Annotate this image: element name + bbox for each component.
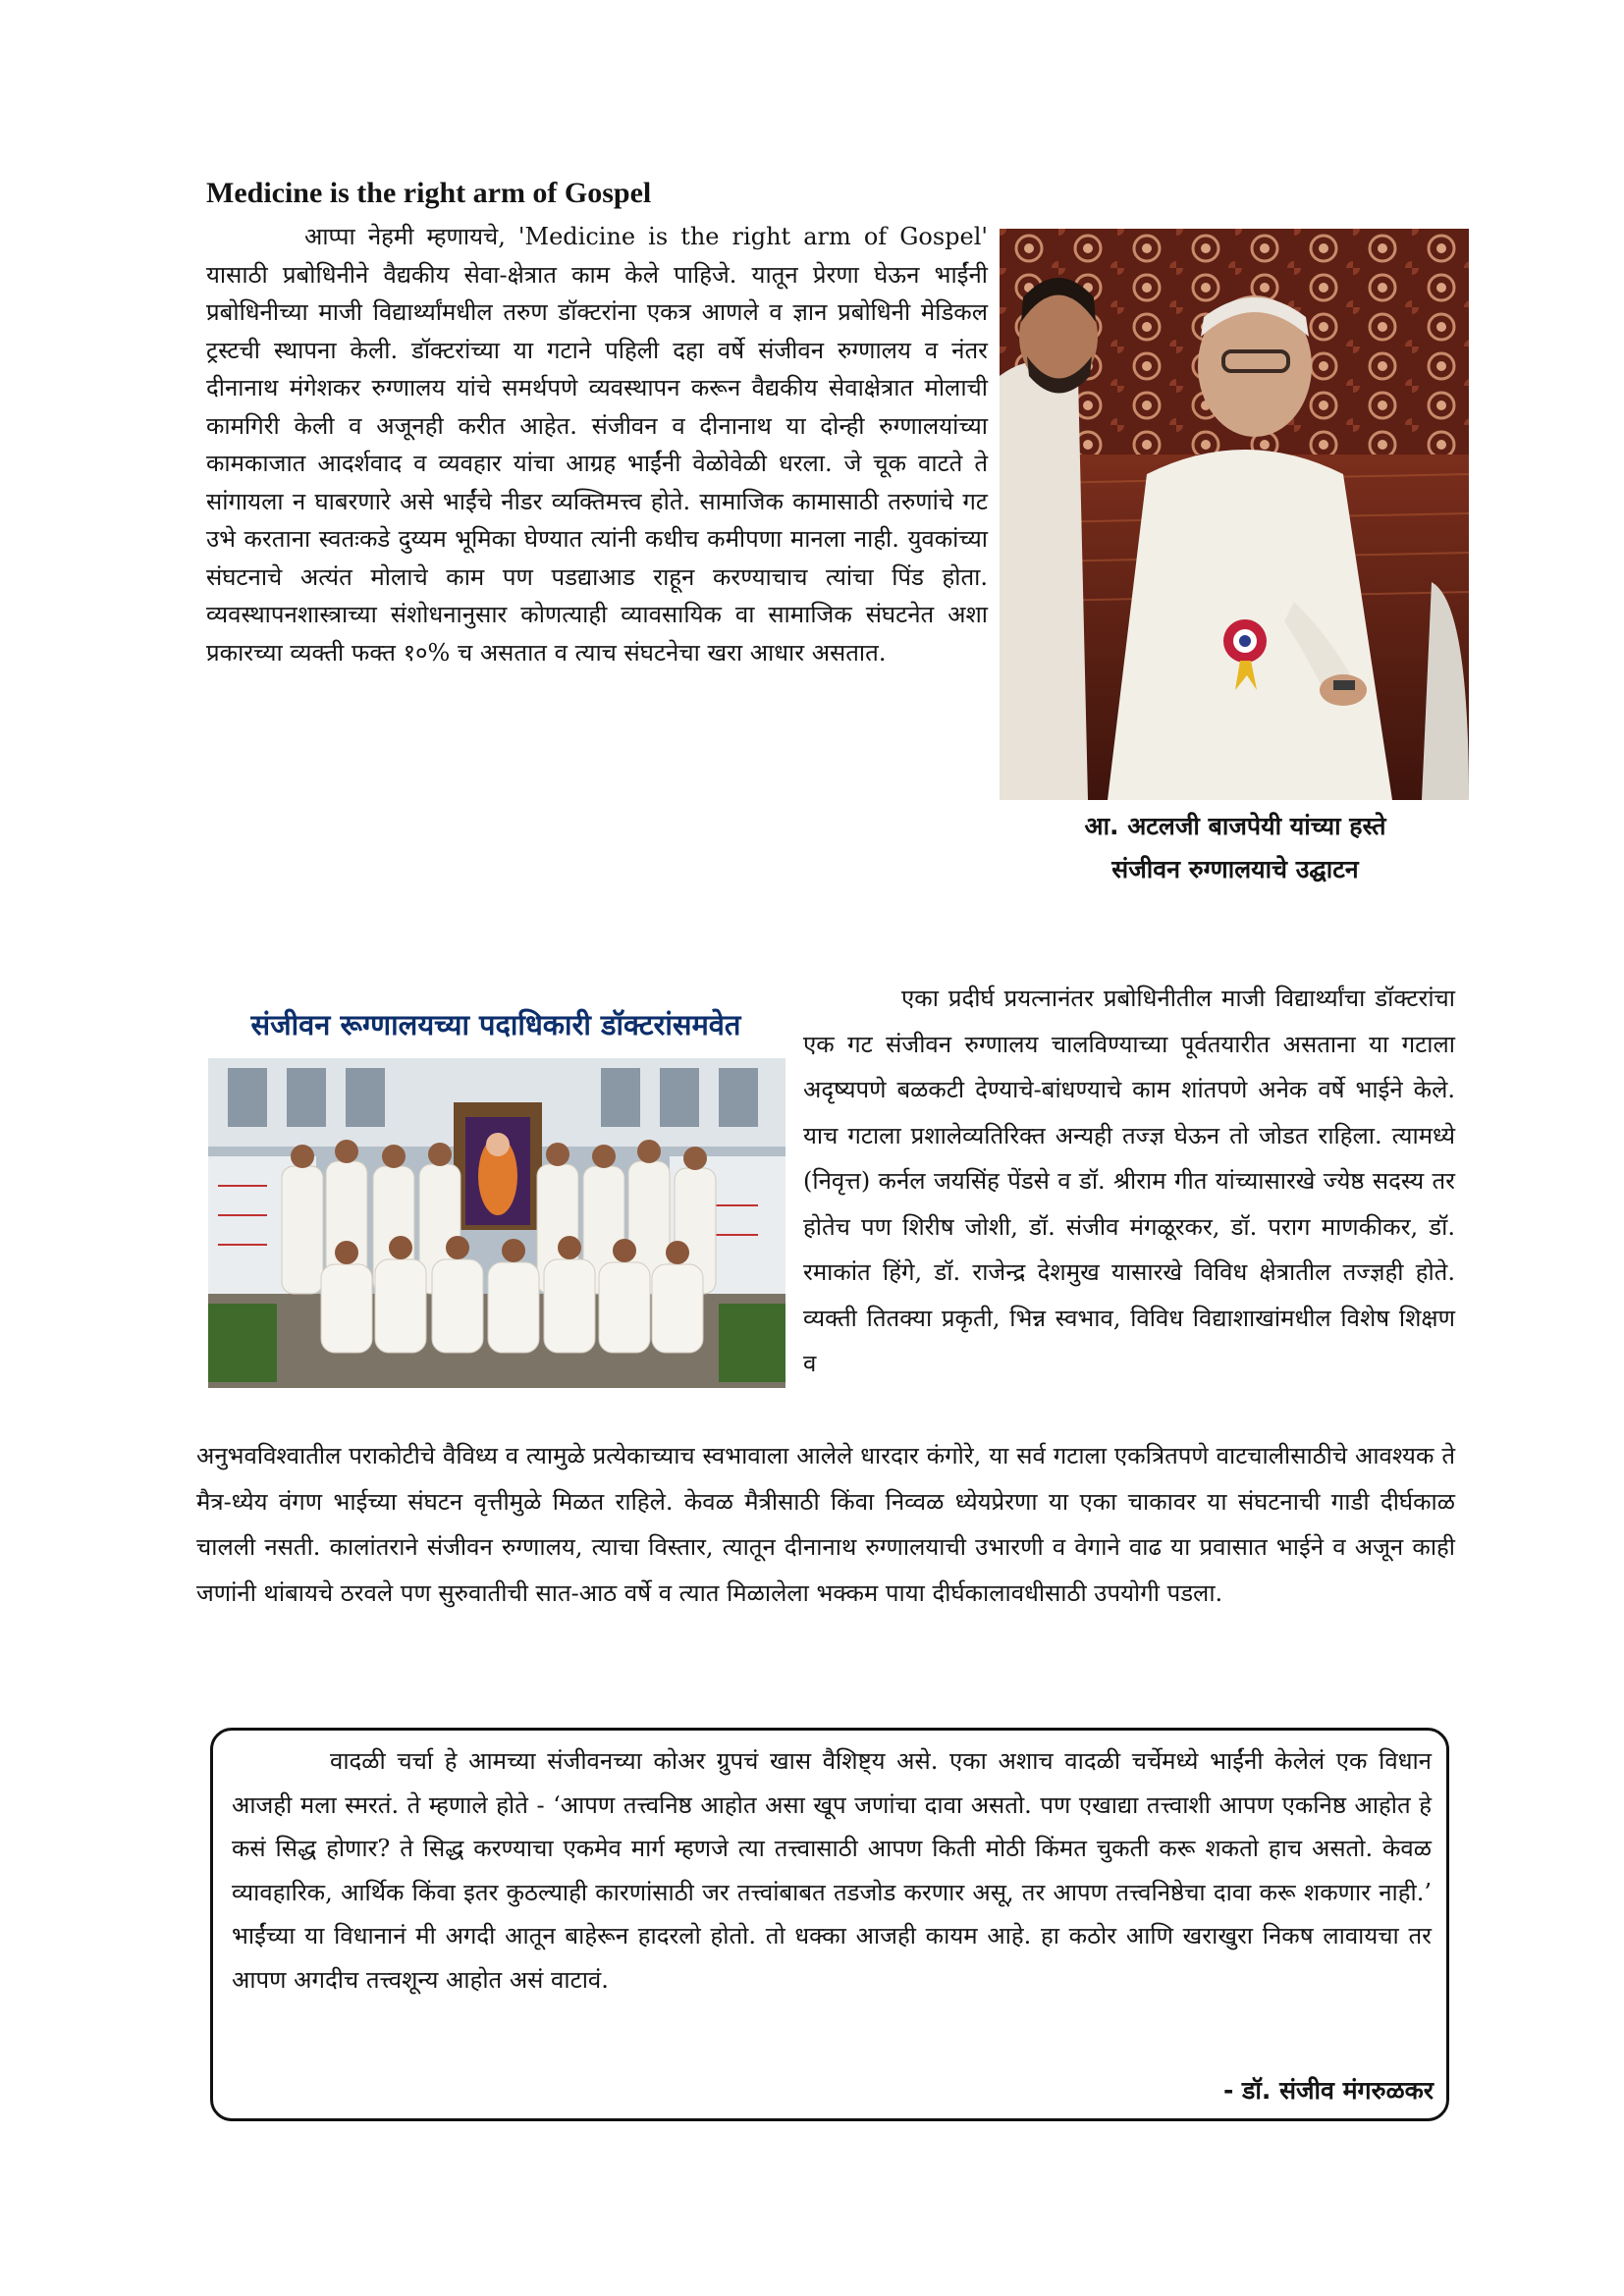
quote-text: वादळी चर्चा हे आमच्या संजीवनच्या कोअर ग्रुपचं खास वैशिष्ट्य असे. एका अशाच वादळी चर्चेमध्ये भाईंनी केलेलं एक विधान आजही मला स्मरतं. ते म्हणाले होते - ‘आपण तत्त्वनिष्ठ आहोत असा खूप जणांचा दावा असतो. पण एखाद्या तत्त्वाशी आपण एकनिष्ठ आहोत हे कसं सिद्ध होणार? ते सिद्ध करण्याचा एकमेव मार्ग म्हणजे त्या तत्त्वासाठी आपण किती मोठी किंमत चुकती करू शकतो हाच असतो. केवळ व्यावहारिक, आर्थिक किंवा इतर कुठल्याही कारणांसाठी जर तत्त्वांबाबत तडजोड करणार असू, तर आपण तत्त्वनिष्ठेचा दावा करू शकणार नाही.’ भाईंच्या या विधानानं मी अगदी आतून बाहेरून हादरलो होतो. तो धक्का आजही कायम आहे. हा कठोर आणि खराखुरा निकष लावायचा तर आपण अगदीच तत्त्वशून्य आहोत असं वाटावं. [232,1747,1432,1994]
doctors-group-photo [208,1058,785,1388]
group-photo-title: संजीवन रूग्णालयच्या पदाधिकारी डॉक्टरांसमवेत [250,1008,741,1041]
paragraph-gospel: आप्पा नेहमी म्हणायचे, 'Medicine is the right arm of Gospel' यासाठी प्रबोधिनीने वैद्यकीय सेवा-क्षेत्रात काम केले पाहिजे. यातून प्रेरणा घेऊन भाईंनी प्रबोधिनीच्या माजी विद्यार्थ्यांमधील तरुण डॉक्टरांना एकत्र आणले व ज्ञान प्रबोधिनी मेडिकल ट्रस्टची स्थापना केली. डॉक्टरांच्या या गटाने पहिली दहा वर्षे संजीवन रुग्णालय व नंतर दीनानाथ मंगेशकर रुग्णालय यांचे समर्थपणे व्यवस्थापन करून वैद्यकीय सेवाक्षेत्रात मोलाची कामगिरी केली व अजूनही करीत आहेत. संजीवन व दीनानाथ या दोन्ही रुग्णालयांच्या कामकाजात आदर्शवाद व व्यवहार यांचा आग्रह भाईंनी वेळोवेळी धरला. जे चूक वाटते ते सांगायला न घाबरणारे असे भाईंचे नीडर व्यक्तिमत्त्व होते. सामाजिक कामासाठी तरुणांचे गट उभे करताना स्वतःकडे दुय्यम भूमिका घेण्यात त्यांनी कधीच कमीपणा मानला नाही. युवकांच्या संघटनाचे अत्यंत मोलाचे काम पण पडद्याआड राहून करण्याचाच त्यांचा पिंड होता. व्यवस्थापनशास्त्राच्या संशोधनानुसार कोणत्याही व्यावसायिक वा सामाजिक संघटनेत अशा प्रकारच्या व्यक्ती फक्त १०% च असतात व त्याच संघटनेचा खरा आधार असतात. [206,223,988,667]
inauguration-photo-caption [1001,805,1469,891]
page-heading: Medicine is the right arm of Gospel [206,177,652,209]
doctors-group-photo-graphic [208,1058,785,1388]
quote-author: - डॉ. संजीव मंगरुळकर [1222,2076,1434,2105]
paragraph-doctors-group-lower: अनुभवविश्वातील पराकोटीचे वैविध्य व त्यामुळे प्रत्येकाच्याच स्वभावाला आलेले धारदार कंगोरे, या सर्व गटाला एकत्रितपणे वाटचालीसाठीचे आवश्यक ते मैत्र-ध्येय वंगण भाईच्या संघटन वृत्तीमुळे मिळत राहिले. केवळ मैत्रीसाठी किंवा निव्वळ ध्येयप्रेरणा या एका चाकावर या संघटनाची गाडी दीर्घकाळ चालली नसती. कालांतराने संजीवन रुग्णालय, त्याचा विस्तार, त्यातून दीनानाथ रुग्णालयाची उभारणी व वेगाने वाढ या प्रवासात भाईने व अजून काही जणांनी थांबायचे ठरवले पण सुरुवातीची सात-आठ वर्षे व त्यात मिळालेला भक्कम पाया दीर्घकालावधीसाठी उपयोगी पडला. [196,1442,1455,1607]
caption-line-2: संजीवन रुग्णालयाचे उद्घाटन [1111,855,1359,883]
inauguration-photo [1000,229,1469,800]
inauguration-photo-graphic [1000,229,1469,800]
paragraph-doctors-group-upper: एका प्रदीर्घ प्रयत्नानंतर प्रबोधिनीतील माजी विद्यार्थ्यांचा डॉक्टरांचा एक गट संजीवन रुग्णालय चालविण्याच्या पूर्वतयारीत असताना या गटाला अदृष्यपणे बळकटी देण्याचे-बांधण्याचे काम शांतपणे अनेक वर्षे भाईने केले. याच गटाला प्रशालेव्यतिरिक्त अन्यही तज्ज्ञ घेऊन तो जोडत राहिला. त्यामध्ये (निवृत्त) कर्नल जयसिंह पेंडसे व डॉ. श्रीराम गीत यांच्यासारखे ज्येष्ठ सदस्य तर होतेच पण शिरीष जोशी, डॉ. संजीव मंगळूरकर, डॉ. पराग माणकीकर, डॉ. रमाकांत हिंगे, डॉ. राजेन्द्र देशमुख यासारखे विविध क्षेत्रातील तज्ज्ञही होते. व्यक्ती तितक्या प्रकृती, भिन्न स्वभाव, विविध विद्याशाखांमधील विशेष शिक्षण व [803,985,1455,1377]
caption-line-1: आ. अटलजी बाजपेयी यांच्या हस्ते [1084,812,1386,840]
